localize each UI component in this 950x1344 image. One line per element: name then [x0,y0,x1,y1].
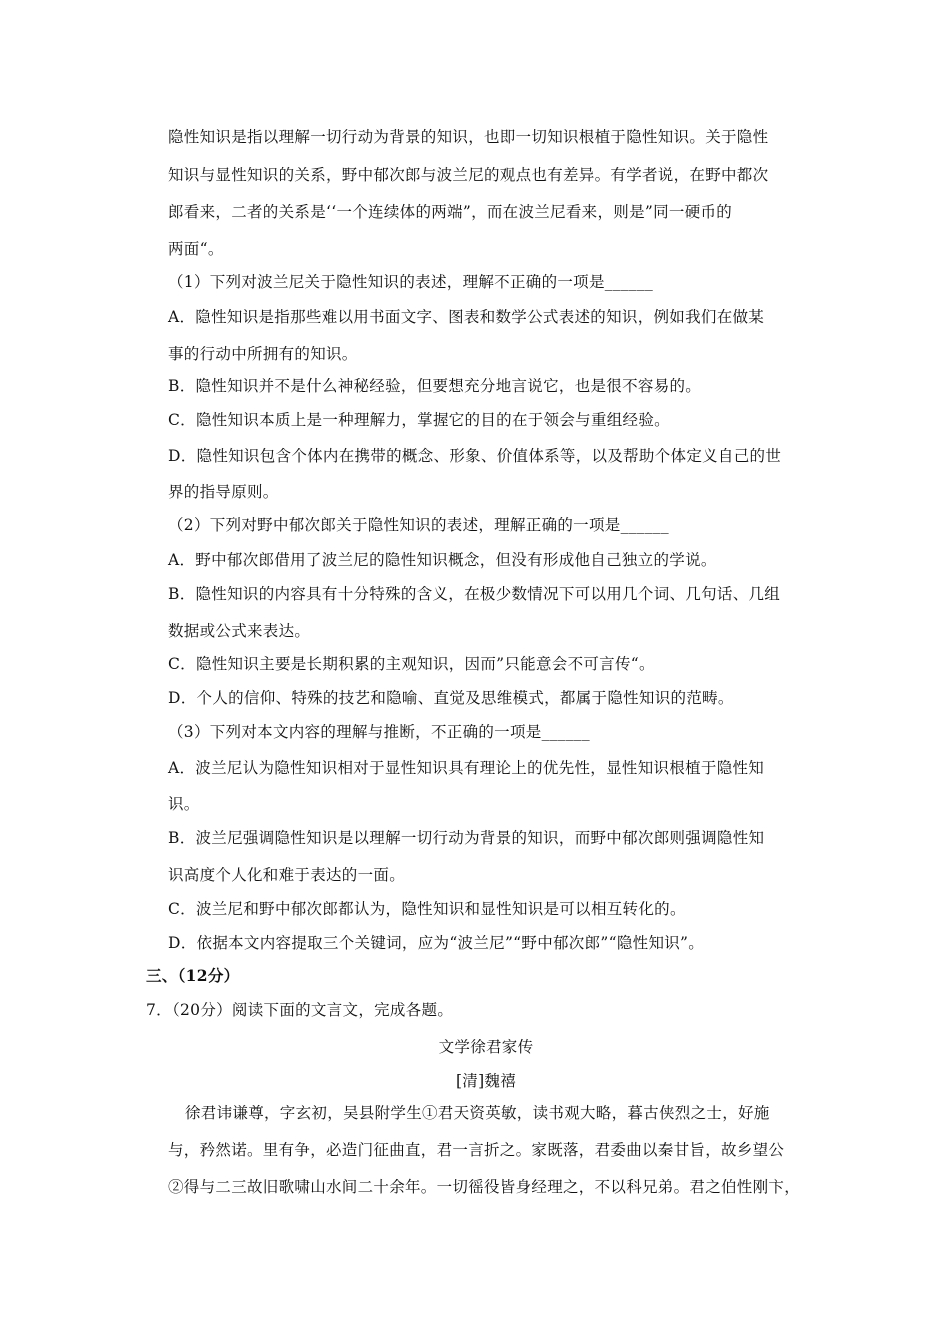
q2-option-b-cont: 数据或公式来表达。 [168,622,311,640]
q3-option-d: D．依据本文内容提取三个关键词，应为“波兰尼”“野中郁次郎”“隐性知识”。 [168,934,705,952]
question-3-stem: （3）下列对本文内容的理解与推断，不正确的一项是______ [168,723,590,741]
passage-line: 知识与显性知识的关系，野中郁次郎与波兰尼的观点也有差异。有学者说，在野中都次 [168,166,769,184]
passage-line: 郎看来，二者的关系是‘‘一个连续体的两端”，而在波兰尼看来，则是”同一硬币的 [168,203,733,221]
q1-option-a: A．隐性知识是指那些难以用书面文字、图表和数学公式表述的知识，例如我们在做某 [168,308,765,326]
section-heading: 三、（12分） [146,966,240,985]
q2-option-d: D．个人的信仰、特殊的技艺和隐喻、直觉及思维模式，都属于隐性知识的范畴。 [168,689,734,707]
passage-line: 两面“。 [168,240,224,258]
q2-option-b: B．隐性知识的内容具有十分特殊的含义，在极少数情况下可以用几个词、几句话、几组 [168,585,781,603]
question-2-stem: （2）下列对野中郁次郎关于隐性知识的表述，理解正确的一项是______ [168,516,669,534]
q1-option-b: B．隐性知识并不是什么神秘经验，但要想充分地言说它，也是很不容易的。 [168,377,702,395]
classical-line: 与，矜然诺。里有争，必造门征曲直，君一言折之。家既落，君委曲以秦甘旨，故乡望公 [168,1141,785,1159]
classical-title: 文学徐君家传 [438,1038,534,1056]
classical-line: ②得与二三故旧歌啸山水间二十余年。一切徭役皆身经理之，不以科兄弟。君之伯性刚卞， [168,1178,801,1196]
classical-line: 徐君讳谦尊，字玄初，吴县附学生①君天资英敏，读书观大略，暮古侠烈之士，好施 [185,1104,770,1122]
q3-option-c: C．波兰尼和野中郁次郎都认为，隐性知识和显性知识是可以相互转化的。 [168,900,686,918]
passage-line: 隐性知识是指以理解一切行动为背景的知识，也即一切知识根植于隐性知识。关于隐性 [168,128,769,146]
q3-option-b: B．波兰尼强调隐性知识是以理解一切行动为背景的知识，而野中郁次郎则强调隐性知 [168,829,765,847]
q2-option-c: C．隐性知识主要是长期积累的主观知识，因而”只能意会不可言传“。 [168,655,655,673]
q3-option-a: A．波兰尼认为隐性知识相对于显性知识具有理论上的优先性，显性知识根植于隐性知 [168,759,765,777]
q1-option-d: D．隐性知识包含个体内在携带的概念、形象、价值体系等，以及帮助个体定义自己的世 [168,447,782,465]
q3-option-b-cont: 识高度个人化和难于表达的一面。 [168,866,406,884]
q1-option-a-cont: 事的行动中所拥有的知识。 [168,345,358,363]
q2-option-a: A．野中郁次郎借用了波兰尼的隐性知识概念，但没有形成他自己独立的学说。 [168,551,717,569]
q1-option-c: C．隐性知识本质上是一种理解力，掌握它的目的在于领会与重组经验。 [168,411,670,429]
q1-option-d-cont: 界的指导原则。 [168,483,279,501]
q3-option-a-cont: 识。 [168,795,200,813]
question-1-stem: （1）下列对波兰尼关于隐性知识的表述，理解不正确的一项是______ [168,273,654,291]
classical-author: [清]魏禧 [455,1072,517,1090]
question-7-stem: 7．（20分）阅读下面的文言文，完成各题。 [146,1001,454,1019]
